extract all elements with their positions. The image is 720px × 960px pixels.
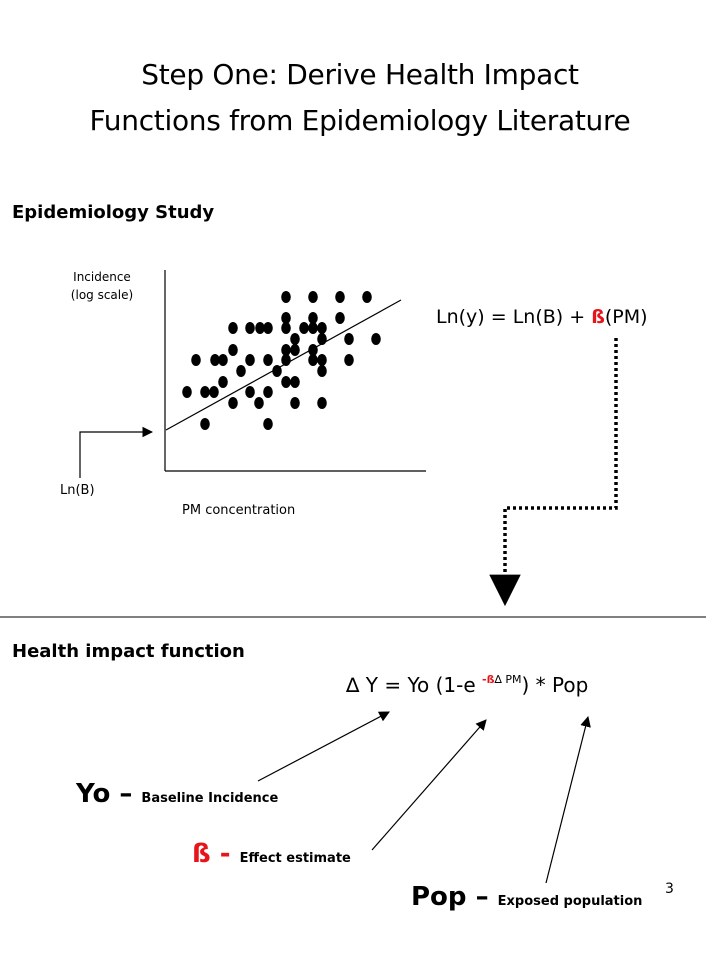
beta-arrow [372,720,486,850]
regression-beta-symbol: ß [591,306,605,328]
scatter-point [263,322,273,334]
equation-main: Y = Yo (1-e [359,673,482,697]
intercept-label: Ln(B) [60,483,95,498]
scatter-point [290,333,300,345]
slide-title-line-1: Step One: Derive Health Impact [141,58,579,91]
scatter-point [308,291,318,303]
health-impact-heading: Health impact function [12,641,245,662]
term-yo-symbol: Yo – [76,779,142,809]
scatter-point [290,376,300,388]
scatter-point [263,418,273,430]
scatter-point [362,291,372,303]
scatter-point [344,333,354,345]
scatter-point [317,397,327,409]
y-axis-label-line-2: (log scale) [70,288,134,302]
scatter-point [245,354,255,366]
scatter-point [263,354,273,366]
scatter-point [245,386,255,398]
scatter-point [317,365,327,377]
scatter-point [200,418,210,430]
exponent-rest: ∆ PM [494,673,522,686]
scatter-point [335,291,345,303]
scatter-point [290,344,300,356]
scatter-point [281,291,291,303]
scatter-point [218,376,228,388]
term-pop-description: Exposed population [497,894,643,909]
regression-equation-left: Ln(y) = Ln(B) + [436,306,592,328]
scatter-point [335,312,345,324]
scatter-point [228,344,238,356]
exponent-beta: -ß [482,673,495,686]
equation-tail: ) * Pop [521,673,589,697]
scatter-point [281,322,291,334]
scatter-point [308,322,318,334]
scatter-point [218,354,228,366]
yo-arrow [258,712,389,781]
scatter-point [228,397,238,409]
scatter-point [182,386,192,398]
scatter-point [290,397,300,409]
scatter-point [191,354,201,366]
x-axis-label: PM concentration [182,503,296,518]
scatter-point [209,386,219,398]
slide-title-line-2: Functions from Epidemiology Literature [89,104,631,137]
delta-symbol: ∆ [346,673,360,697]
scatter-points [182,291,381,430]
scatter-point [317,354,327,366]
scatter-point [317,322,327,334]
scatter-point [308,354,318,366]
pop-arrow [546,717,588,883]
intercept-arrow [80,432,152,478]
scatter-point [245,322,255,334]
dotted-connector-arrow [505,338,616,603]
scatter-point [236,365,246,377]
scatter-point [299,322,309,334]
term-beta-symbol: ß - [192,839,240,869]
scatter-point [254,397,264,409]
scatter-point [263,386,273,398]
term-pop-symbol: Pop – [411,882,498,912]
scatter-point [200,386,210,398]
page-number: 3 [665,881,674,897]
scatter-point [371,333,381,345]
scatter-point [281,376,291,388]
scatter-point [228,322,238,334]
term-yo-description: Baseline Incidence [141,791,279,806]
regression-equation-right: (PM) [604,306,648,328]
y-axis-label-line-1: Incidence [73,270,131,284]
term-beta-description: Effect estimate [239,851,351,866]
scatter-point [344,354,354,366]
epidemiology-study-heading: Epidemiology Study [12,202,215,223]
